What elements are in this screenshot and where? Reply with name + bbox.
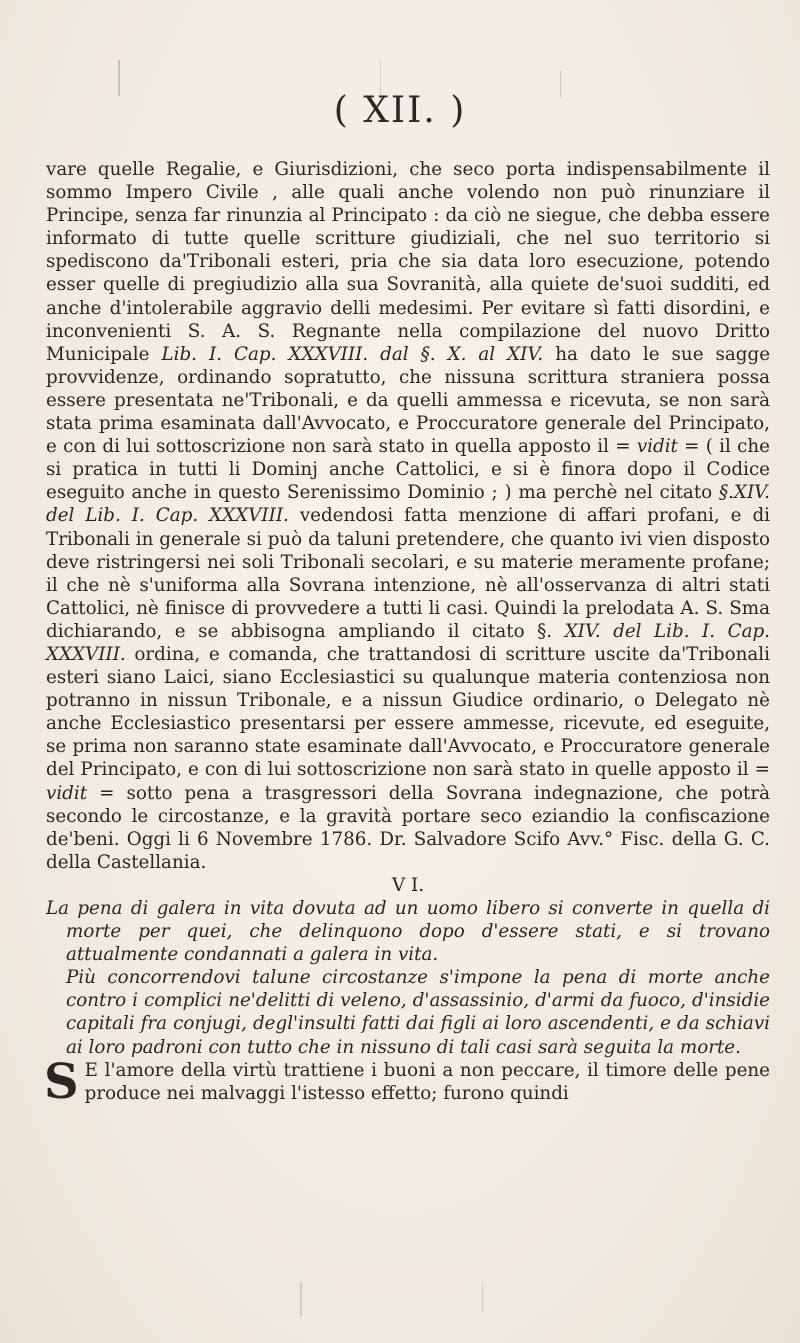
paragraph-final: [44, 1053, 770, 1110]
page-number: ( XII. ): [333, 90, 467, 131]
paragraph-final-text: E l'amore della virtù trattiene i buoni a non peccare, il timore delle pene produce nei malvaggi l'istesso effetto; furono quindi: [84, 1059, 770, 1104]
page-body: [44, 158, 771, 1110]
paragraph-main: vare quelle Regalie, e Giurisdizioni, che seco porta indispensabilmente il sommo Impero Civile , alle quali anche volendo non può rinunziare il Principe, senza far rinunzia al Principato : da ciò ne siegue, che debba essere informato di tutte quelle scritture giudiziali, che nel suo territorio si spediscono da'Tribonali esteri, pria che sia data loro esecuzione, potendo esser quelle di pregiudizio alla sua Sovranità, alla quiete de'suoi sudditi, ed anche d'intolerabile aggravio delli medesimi. Per evitare sì fatti disordini, e inconvenienti S. A. S. Regnante nella compilazione del nuovo Dritto Municipale Lib. I. Cap. XXXVIII. dal §. X. al XIV. ha dato le sue sagge provvidenze, ordinando sopratutto, che nissuna scrittura straniera possa essere presentata ne'Tribonali, e da quelli ammessa e ricevuta, se non sarà stata prima esaminata dall'Avvocato, e Proccuratore generale del Principato, e con di lui sottoscrizione non sarà stato in quella apposto il = vidit = ( il che si pratica in tutti li Dominj anche Cattolici, e si è finora dopo il Codice eseguito anche in questo Serenissimo Dominio ; ) ma perchè nel citato §.XIV. del Lib. I. Cap. XXXVIII. vedendosi fatta menzione di affari profani, e di Tribonali in generale si può da taluni pretendere, che quanto ivi vien disposto deve ristringersi nei soli Tribonali secolari, e su materie meramente profane; il che nè s'uniforma alla Sovrana intenzione, nè all'osservanza di altri stati Cattolici, nè finisce di provvedere a tutti li casi. Quindi la prelodata A. S. Sma dichiarando, e se abbisogna ampliando il citato §. XIV. del Lib. I. Cap. XXXVIII. ordina, e comanda, che trattandosi di scritture uscite da'Tribonali esteri siano Laici, siano Ecclesiastici su qualunque materia contenziosa non potranno in nissun Tribonale, e a nissun Giudice ordinario, o Delegato nè anche Ecclesiastico presentarsi per essere ammesse, ricevute, ed eseguite, se prima non saranno state esaminate dall'Avvocato, e Proccuratore generale del Principato, e con di lui sottoscrizione non sarà stato in quelle apposto il = vidit = sotto pena a trasgressori della Sovrana indegnazione, che potrà secondo le circostanze, e la gravità portare seco eziandio la confiscazione de'beni. Oggi li 6 Novembre 1786. Dr. Salvadore Scifo Avv.° Fisc. della G. C. della Castellania.: [46, 159, 771, 873]
bleed-through-mark: [300, 1282, 302, 1316]
section-rubric: La pena di galera in vita dovuta ad un uomo libero si converte in quella di morte per quei, che delinquono dopo d'essere stati, e si trovano attualmente condannati a galera in vita. Più concorrendovi talune circostanze s'impone la pena di morte anche contro i complici ne'delitti di veleno, d'assassinio, d'armi da fuoco, d'insidie capitali fra conjugi, degl'insulti fatti dai figli ai loro ascendenti, e da schiavi ai loro padroni con tutto che in nissuno di tali casi sarà seguita la morte.: [46, 898, 770, 1058]
section-heading: V I.: [391, 874, 425, 896]
dropcap-letter: S: [44, 1053, 79, 1110]
bleed-through-mark: [482, 1282, 483, 1312]
